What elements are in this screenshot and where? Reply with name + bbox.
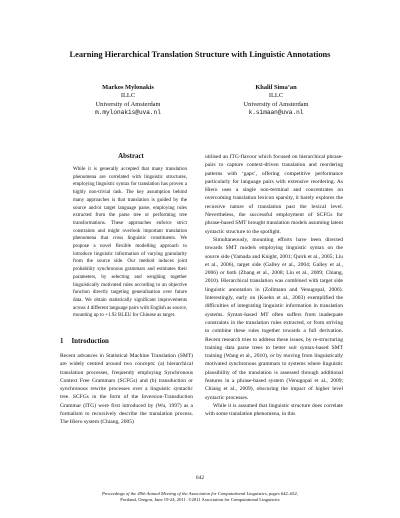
author-email: k.simaan@uva.nl bbox=[248, 108, 304, 116]
section-heading bbox=[60, 338, 109, 345]
author-affiliation: ILLC bbox=[120, 92, 136, 100]
intro-left-column: Recent advances in Statistical Machine Translation (SMT) are widely centred around two concepts: (a) hierarchical translation processes, frequently employing Synchronous Context Free Grammars (SCFGs) and (b) transduction or synchronous rewrite processes over a linguistic syntactic tree. SCFGs in the form of the Inversion-Transduction Grammar (ITG) were first introduced by (Wu, 1997) as a formalism to recursively describe the translation process. The Hiero system (Chiang, 2005) bbox=[60, 353, 193, 426]
page-number: 642 bbox=[195, 475, 205, 481]
paper-title: Learning Hierarchical Translation Structure with Linguistic Annotations bbox=[69, 50, 331, 59]
author-institution: University of Amsterdam bbox=[95, 100, 161, 108]
paragraph: Simultaneously, mounting efforts have been directed towards SMT models employing linguistic syntax on the source side (Yamada and Knight, 2001; Quirk et al., 2005; Liu et al., 2006), target side (Galley et al., 2004; Galley et al., 2006) or both (Zhang et al., 2008; Liu et al., 2009; Chiang, 2010). Hierarchical translation was combined with target side linguistic annotation in (Zollmann and Venugopal, 2006). Interestingly, early on (Koehn et al., 2003) exemplified the difficulties of integrating linguistic information in translation systems. Syntax-based MT often suffers from inadequate constraints in the translation rules extracted, or from striving to combine these rules together towards a full derivation. Recent research tries to address these issues, by re-structuring training data parse trees to better suit syntax-based SMT training (Wang et al., 2010), or by moving from linguistically motivated synchronous grammars to systems where linguistic plausibility of the translation is assessed through additional features in a phrase-based system (Venugopal et al., 2009; Chiang et al., 2009), obscuring the impact of higher level syntactic processes. bbox=[205, 236, 343, 401]
author-institution: University of Amsterdam bbox=[243, 100, 309, 108]
paragraph: While it is assumed that linguistic structure does correlate with some translation phenomena, in this bbox=[205, 402, 343, 418]
section-title: Introduction bbox=[71, 338, 109, 345]
section-number: 1 bbox=[60, 338, 64, 345]
author-name: Khalil Sima’an bbox=[255, 84, 297, 91]
footer-venue: Portland, Oregon, June 19-24, 2011. ©2011 Association for Computational Linguistics bbox=[120, 497, 280, 503]
abstract-heading: Abstract bbox=[118, 153, 144, 160]
abstract-text: While it is generally accepted that many translation phenomena are correlated with linguistic structures, employing linguistic syntax for translation has proven a highly non-trivial task. The key assumption behind many approaches is that translation is guided by the source and/or target language parse, employing rules extracted from the parse tree or performing tree transformations. These approaches enforce strict constraints and might overlook important translation phenomena that cross linguistic constituents. We propose a novel flexible modelling approach to introduce linguistic information of varying granularity from the source side. Our method induces joint probability synchronous grammars and estimates their parameters, by selecting and weighing together linguistically motivated rules according to an objective function directly targeting generalisation over future data. We obtain statistically significant improvements across 4 different language pairs with English as source, mounting up to +1.92 BLEU for Chinese as target. bbox=[73, 166, 187, 319]
author-block-1 bbox=[78, 84, 178, 117]
author-email: m.mylonakis@uva.nl bbox=[95, 108, 161, 116]
paragraph: utilised an ITG-flavour which focused on hierarchical phrase-pairs to capture context-driven translation and reordering patterns with ‘gaps’, offering competitive performance particularly for language pairs with extensive reordering. As Hiero uses a single non-terminal and concentrates on overcoming translation lexicon sparsity, it barely explores the recursive nature of translation past the lexical level. Nevertheless, the successful employment of SCFGs for phrase-based SMT brought translation models assuming latent syntactic structure to the spotlight. bbox=[205, 154, 343, 235]
footer bbox=[0, 491, 400, 503]
intro-right-column bbox=[205, 153, 343, 419]
footer-proceedings: Proceedings of the 49th Annual Meeting of the Association for Computational Linguistics, pages 642–652, bbox=[101, 491, 299, 496]
author-name: Markos Mylonakis bbox=[102, 84, 154, 91]
author-affiliation: ILLC bbox=[268, 92, 284, 100]
author-block-2 bbox=[226, 84, 326, 117]
